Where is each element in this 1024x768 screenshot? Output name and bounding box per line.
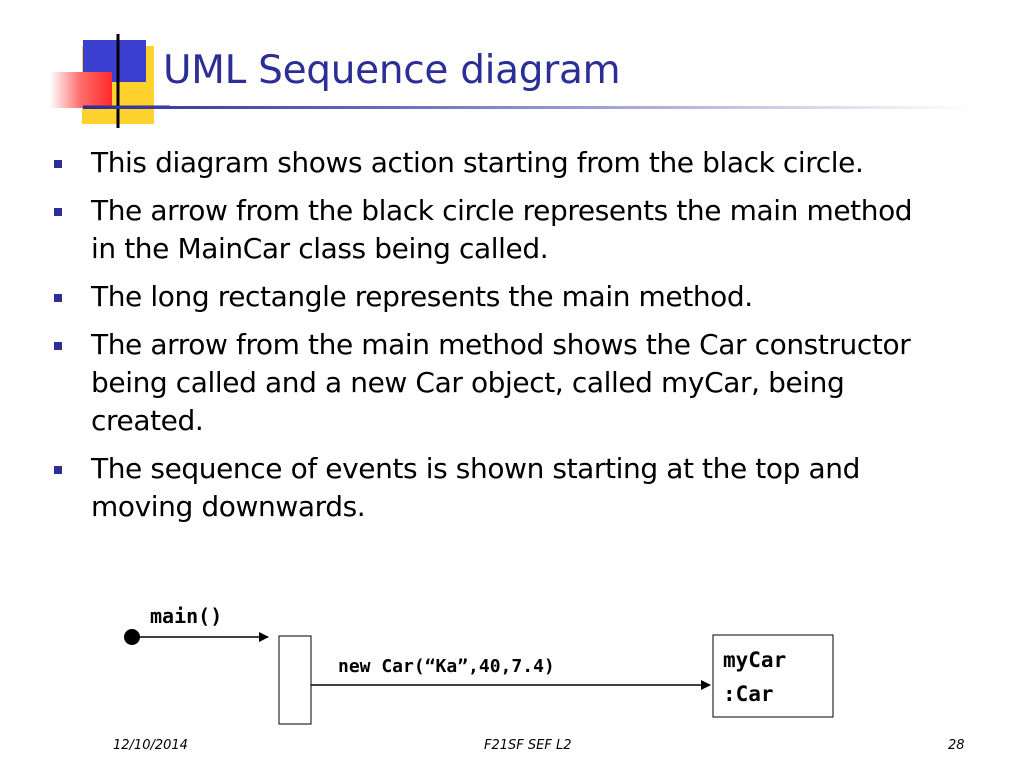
square-bullet-icon <box>54 160 62 168</box>
bullet-text: The arrow from the black circle represents the main method in the MainCar class being called. <box>91 194 913 265</box>
bullet-item <box>52 450 932 526</box>
object-name-label: myCar <box>723 648 787 672</box>
bullet-text: The sequence of events is shown starting at the top and moving downwards. <box>91 452 860 523</box>
bullet-text: The long rectangle represents the main method. <box>91 280 753 313</box>
constructor-call-label: new Car(“Ka”,40,7.4) <box>338 656 555 677</box>
square-bullet-icon <box>54 466 62 474</box>
bullet-list <box>52 144 932 536</box>
title-underline <box>83 106 973 109</box>
bullet-item <box>52 278 932 316</box>
bullet-text: This diagram shows action starting from the black circle. <box>91 146 864 179</box>
square-bullet-icon <box>54 342 62 350</box>
bullet-item <box>52 326 932 440</box>
bullet-item <box>52 144 932 182</box>
footer-date: 12/10/2014 <box>113 738 188 753</box>
footer-page-number: 28 <box>948 738 965 753</box>
footer-course: F21SF SEF L2 <box>484 738 572 753</box>
square-bullet-icon <box>54 294 62 302</box>
object-type-label: :Car <box>723 682 774 706</box>
bullet-text: The arrow from the main method shows the Car constructor being called and a new Car object, called myCar, being created. <box>91 328 911 437</box>
slide-logo <box>0 0 170 140</box>
bullet-item <box>52 192 932 268</box>
start-circle <box>124 629 140 645</box>
main-call-label: main() <box>150 604 223 628</box>
sequence-diagram <box>0 590 1024 740</box>
slide-title: UML Sequence diagram <box>163 48 621 93</box>
main-method-activation <box>279 636 311 724</box>
square-bullet-icon <box>54 208 62 216</box>
